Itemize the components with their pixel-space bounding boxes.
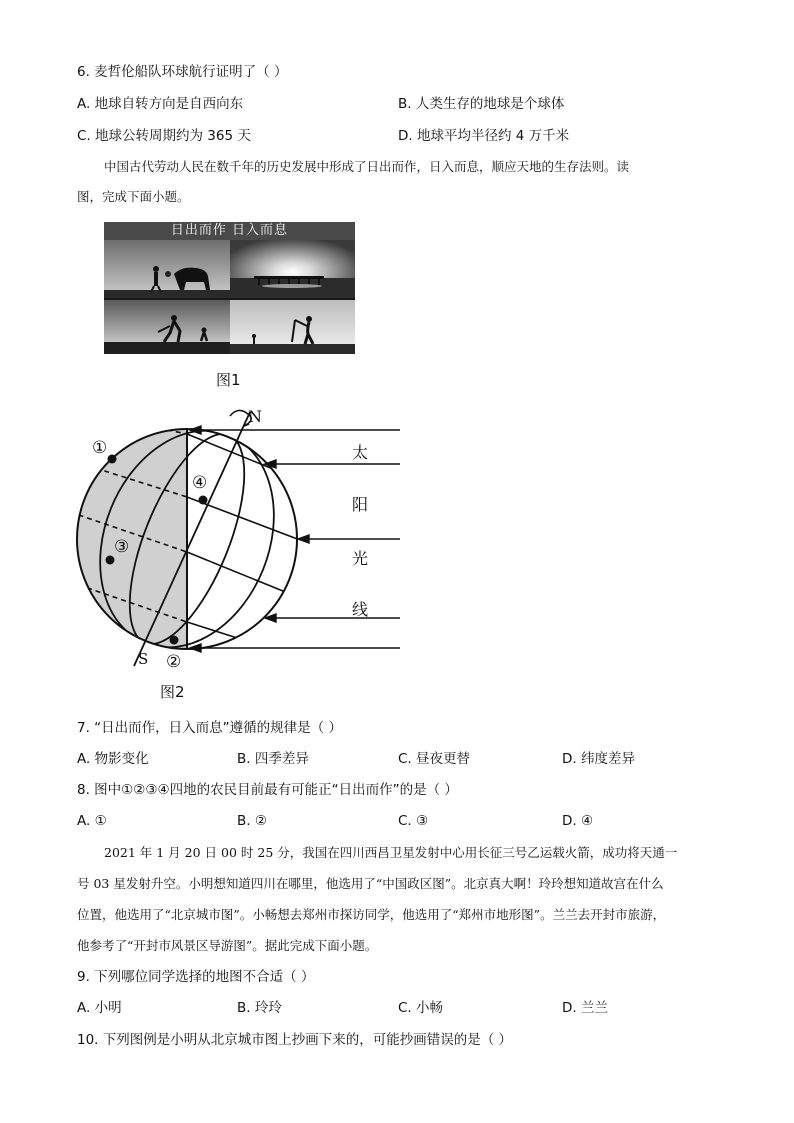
sunlight-label-4: 线	[352, 600, 369, 619]
q7-stem: 7. “日出而作，日入而息”遵循的规律是（ ）	[77, 720, 342, 736]
q8-option-b: B. ②	[237, 813, 267, 829]
q7-option-d: D. 纬度差异	[562, 751, 635, 767]
sunlight-label-2: 阳	[352, 495, 369, 514]
q7-option-b: B. 四季差异	[237, 751, 309, 767]
latitude-day	[187, 622, 300, 658]
passage1-line2: 图，完成下面小题。	[77, 189, 190, 204]
passage2-line4: 他参考了“开封市风景区导游图”。据此完成下面小题。	[77, 938, 378, 953]
figure2-caption: 图2	[160, 683, 185, 701]
passage2-line1: 2021 年 1 月 20 日 00 时 25 分，我国在四川西昌卫星发射中心用长征三号乙运载火箭，成功将天通一	[104, 845, 678, 860]
q7-option-a: A. 物影变化	[77, 751, 149, 767]
q6-option-d: D. 地球平均半径约 4 万千米	[398, 128, 570, 144]
q6-stem: 6. 麦哲伦船队环球航行证明了（ ）	[77, 64, 288, 80]
q8-option-c: C. ③	[398, 813, 429, 829]
q9-stem: 9. 下列哪位同学选择的地图不合适（ ）	[77, 969, 315, 985]
figure1-caption: 图1	[216, 371, 241, 389]
q8-option-a: A. ①	[77, 813, 107, 829]
point-1-dot	[108, 455, 117, 464]
q6-option-a: A. 地球自转方向是自西向东	[77, 96, 244, 112]
q10-stem: 10. 下列图例是小明从北京城市图上抄画下来的，可能抄画错误的是（ ）	[77, 1032, 513, 1048]
point-3-label: ③	[114, 537, 130, 557]
passage2-line2: 号 03 星发射升空。小明想知道四川在哪里，他选用了“中国政区图”。北京真大啊！玲玲想知道故宫在什么	[77, 876, 664, 891]
north-label: N	[248, 407, 262, 426]
sunlight-label-3: 光	[352, 549, 369, 568]
q9-option-a: A. 小明	[77, 1000, 122, 1016]
q7-option-c: C. 昼夜更替	[398, 751, 471, 767]
q6-option-b: B. 人类生存的地球是个球体	[398, 96, 565, 112]
passage2-line3: 位置，他选用了“北京城市图”。小畅想去郑州市探访同学，他选用了“郑州市地形图”。兰兰去开封市旅游，	[77, 907, 666, 922]
q8-option-d: D. ④	[562, 813, 594, 829]
photo-sunset-bridge	[230, 240, 355, 298]
figure1-photos	[104, 222, 355, 354]
q9-option-c: C. 小畅	[398, 1000, 444, 1016]
sunlight-arrows	[190, 426, 400, 652]
q8-stem: 8. 图中①②③④四地的农民目前最有可能正“日出而作”的是（ ）	[77, 782, 458, 798]
point-1-label: ①	[92, 438, 108, 458]
photo-farmer-hoe	[230, 300, 355, 354]
point-2-label: ②	[166, 652, 182, 672]
figure2-globe-diagram	[70, 400, 410, 700]
q6-option-c: C. 地球公转周期约为 365 天	[77, 128, 251, 144]
figure1-photo-collage	[104, 222, 355, 354]
sunlight-label-1: 太	[352, 443, 369, 462]
point-2-dot	[170, 636, 179, 645]
latitude-day	[187, 552, 300, 598]
q9-option-b: B. 玲玲	[237, 1000, 282, 1016]
q9-option-d: D. 兰兰	[562, 1000, 608, 1016]
point-4-label: ④	[192, 473, 208, 493]
photo-farmers-working	[104, 300, 230, 354]
south-label: S	[138, 650, 149, 668]
point-4-dot	[199, 496, 208, 505]
figure1-banner: 日出而作 日入而息	[104, 222, 355, 240]
photo-farmer-ox	[104, 240, 230, 298]
passage1-line1: 中国古代劳动人民在数千年的历史发展中形成了日出而作，日入而息，顺应天地的生存法则。读	[104, 159, 630, 174]
